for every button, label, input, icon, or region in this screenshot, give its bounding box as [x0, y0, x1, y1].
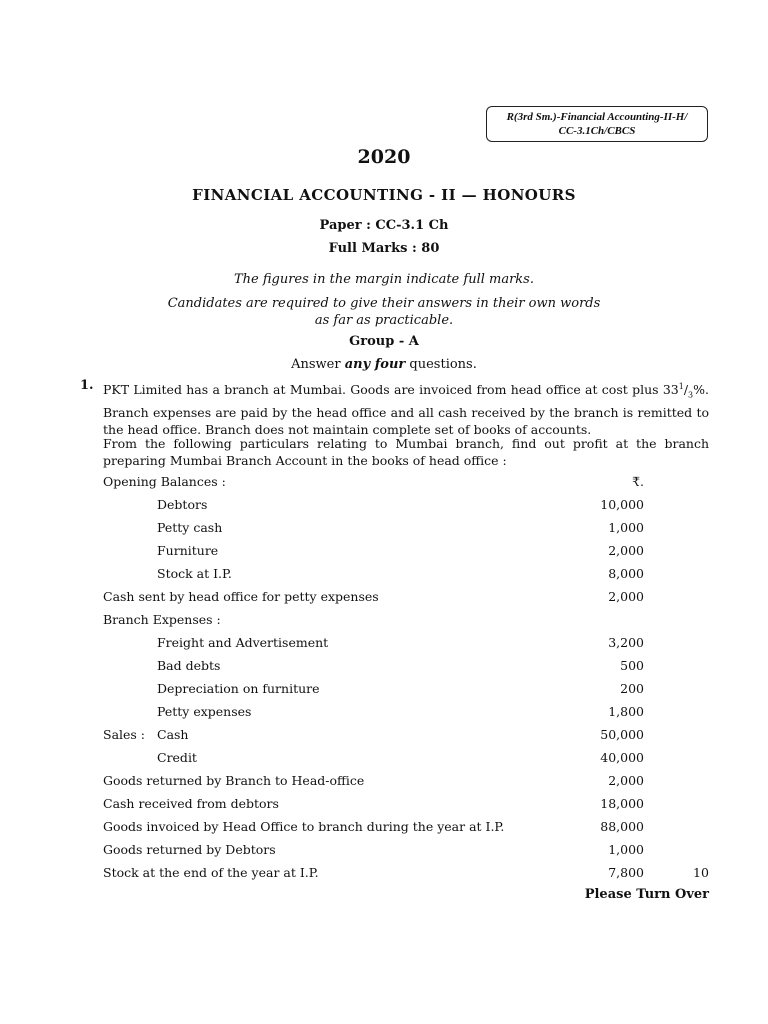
particular-row — [0, 865, 768, 883]
particular-label: Opening Balances : — [103, 474, 226, 489]
particular-amount: 18,000 — [600, 796, 644, 811]
fraction-numerator: 1 — [678, 382, 684, 391]
particular-amount: 500 — [620, 658, 644, 673]
question-number: 1. — [80, 378, 94, 393]
paper-code-line-1: R(3rd Sm.)-Financial Accounting-II-H/ — [506, 111, 688, 123]
particular-amount: 10,000 — [600, 497, 644, 512]
particular-label: Cash sent by head office for petty expenses — [103, 589, 379, 604]
particular-amount: 8,000 — [608, 566, 644, 581]
particular-amount: 3,200 — [608, 635, 644, 650]
fraction-denominator: 3 — [688, 390, 694, 400]
answer-suffix: questions. — [409, 357, 477, 372]
particular-row — [0, 819, 768, 837]
group-heading: Group - A — [349, 334, 419, 349]
para1-part-a: PKT Limited has a branch at Mumbai. Goods are invoiced from head office at cost plus 33 — [103, 382, 679, 398]
particular-amount: ₹. — [632, 474, 644, 489]
particular-sublabel: Cash — [157, 727, 189, 742]
particular-amount: 7,800 — [608, 865, 644, 880]
particular-amount: 200 — [620, 681, 644, 696]
answer-prefix: Answer — [291, 357, 341, 372]
particular-row — [0, 681, 768, 699]
particular-amount: 1,000 — [608, 520, 644, 535]
particular-amount: 40,000 — [600, 750, 644, 765]
instruction-margin: The figures in the margin indicate full marks. — [233, 272, 534, 287]
particular-row — [0, 497, 768, 515]
particular-amount: 1,800 — [608, 704, 644, 719]
particular-label: Stock at the end of the year at I.P. — [103, 865, 319, 880]
particular-amount: 50,000 — [600, 727, 644, 742]
fraction-slash: / — [683, 382, 689, 398]
particular-amount: 2,000 — [608, 543, 644, 558]
paper-number: Paper : CC-3.1 Ch — [319, 218, 449, 233]
question-marks: 10 — [693, 865, 709, 880]
instruction-own-words — [0, 295, 768, 329]
particular-label: Cash received from debtors — [103, 796, 279, 811]
particular-row — [0, 842, 768, 860]
paper-code-box — [486, 106, 708, 142]
particular-row — [0, 727, 768, 745]
particular-row — [0, 543, 768, 561]
particular-row — [0, 635, 768, 653]
question-paragraph-2: From the following particulars relating to Mumbai branch, find out profit at the branch preparing Mumbai Branch Account in the books of head office : — [103, 436, 709, 468]
please-turn-over: Please Turn Over — [584, 887, 709, 902]
particular-row — [0, 566, 768, 584]
particular-amount: 2,000 — [608, 773, 644, 788]
particular-row — [0, 704, 768, 722]
particular-label: Goods invoiced by Head Office to branch during the year at I.P. — [103, 819, 505, 834]
particular-label: Credit — [157, 750, 197, 765]
particular-label: Debtors — [157, 497, 208, 512]
paper-code-line-2: CC-3.1Ch/CBCS — [558, 125, 636, 137]
particular-label: Branch Expenses : — [103, 612, 221, 627]
instruction-line-2: Candidates are required to give their answers in their own words — [167, 296, 601, 311]
particular-label: Depreciation on furniture — [157, 681, 320, 696]
particular-row — [0, 474, 768, 492]
particular-label: Petty expenses — [157, 704, 252, 719]
particular-label: Freight and Advertisement — [157, 635, 329, 650]
particular-label: Sales : — [103, 727, 146, 742]
particular-amount: 2,000 — [608, 589, 644, 604]
instruction-line-3: as far as practicable. — [314, 313, 454, 328]
question-paragraph-1 — [103, 378, 709, 438]
particular-row — [0, 520, 768, 538]
particular-amount: 88,000 — [600, 819, 644, 834]
para1-part-b: %. Branch expenses are paid by the head office and all cash received by the branch is remitted to the head office. Branch does not maintain complete set of books of accounts. — [103, 382, 709, 437]
particular-label: Bad debts — [157, 658, 221, 673]
particular-row — [0, 773, 768, 791]
particular-label: Furniture — [157, 543, 219, 558]
particular-amount: 1,000 — [608, 842, 644, 857]
full-marks: Full Marks : 80 — [328, 241, 440, 256]
answer-instruction — [0, 357, 768, 372]
particular-label: Goods returned by Branch to Head-office — [103, 773, 365, 788]
particular-row — [0, 796, 768, 814]
exam-year: 2020 — [357, 146, 411, 168]
particular-row — [0, 612, 768, 630]
particular-row — [0, 658, 768, 676]
particular-label: Goods returned by Debtors — [103, 842, 276, 857]
particular-label: Stock at I.P. — [157, 566, 232, 581]
exam-title: FINANCIAL ACCOUNTING - II — HONOURS — [192, 186, 576, 204]
particular-label: Petty cash — [157, 520, 223, 535]
particular-row — [0, 589, 768, 607]
particular-row — [0, 750, 768, 768]
answer-emphasis: any four — [344, 357, 406, 372]
